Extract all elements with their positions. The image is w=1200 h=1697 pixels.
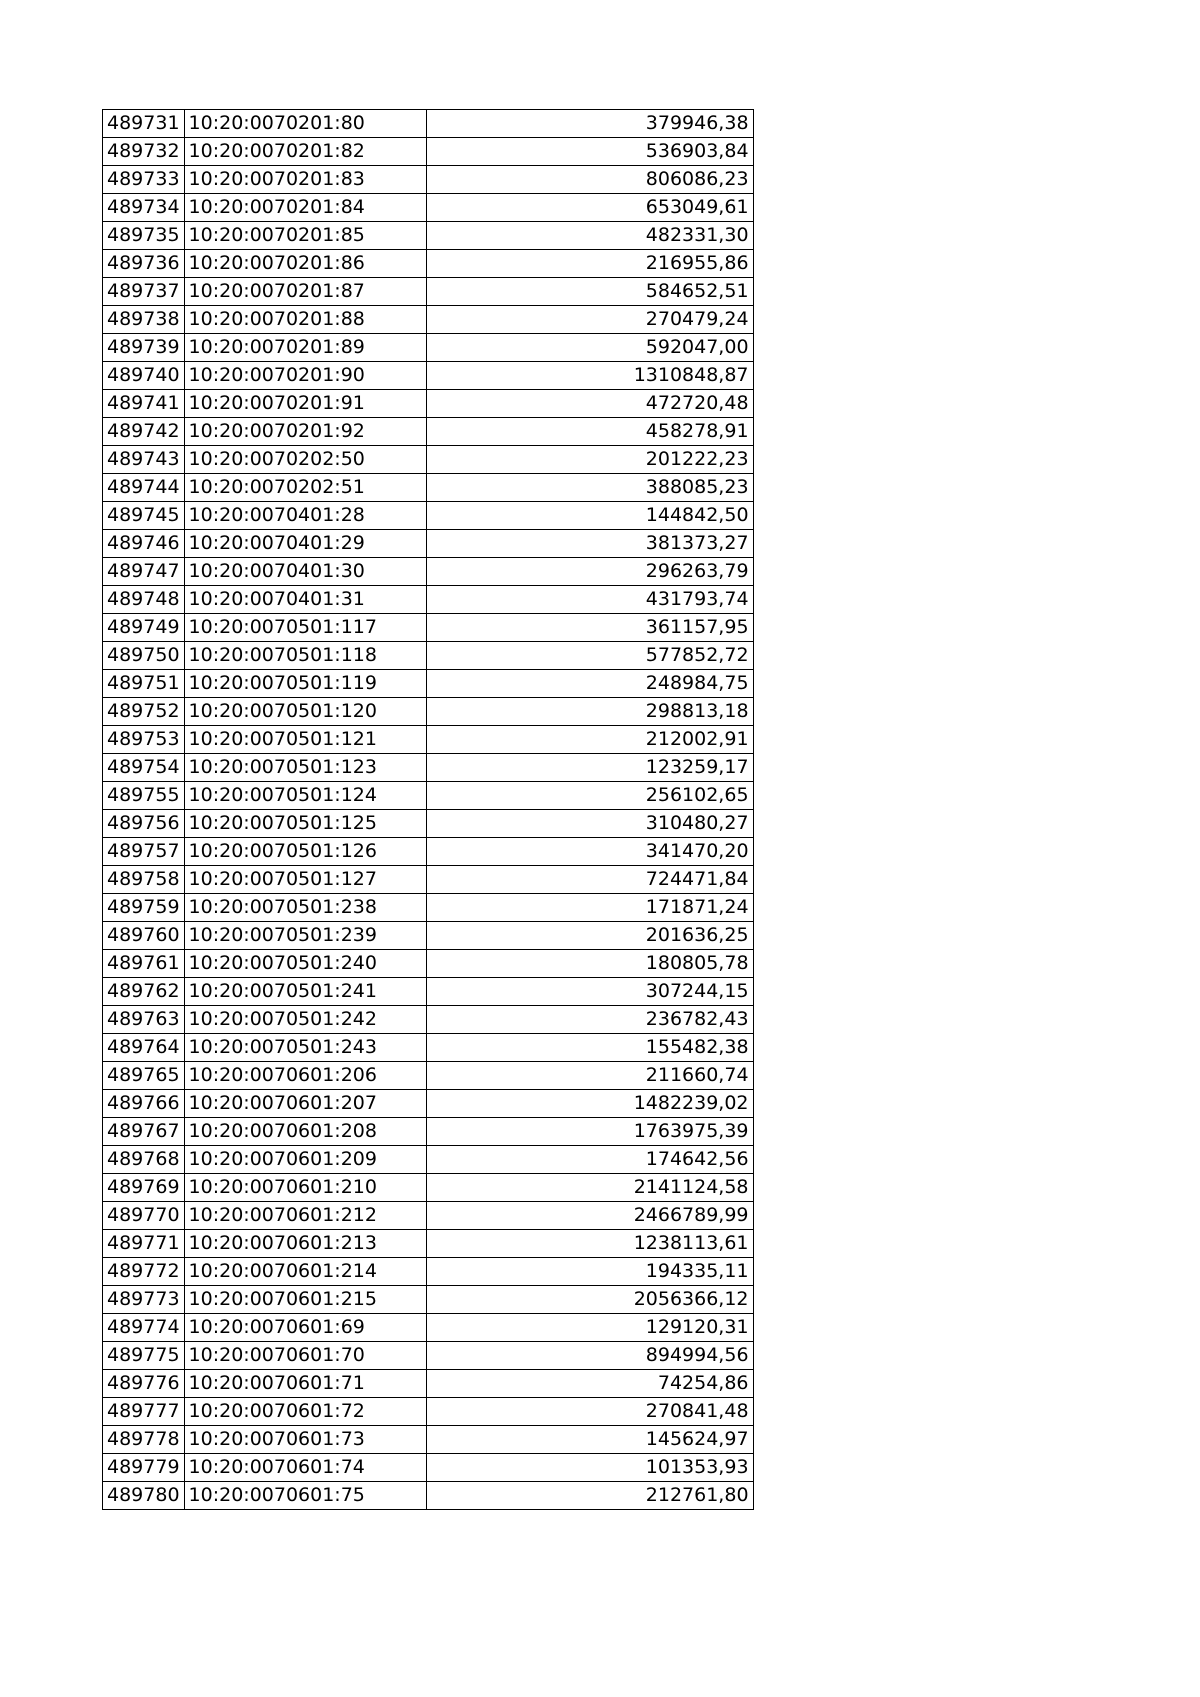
cadastral-number-cell: 10:20:0070601:71 [184, 1370, 426, 1398]
row-number-cell: 489780 [103, 1482, 185, 1510]
cadastral-number-cell: 10:20:0070201:91 [184, 390, 426, 418]
table-row [103, 1398, 754, 1426]
cadastral-number-cell: 10:20:0070601:73 [184, 1426, 426, 1454]
row-number-cell: 489750 [103, 642, 185, 670]
cadastral-value-cell: 123259,17 [426, 754, 753, 782]
table-row [103, 1314, 754, 1342]
row-number-cell: 489744 [103, 474, 185, 502]
table-row [103, 866, 754, 894]
cadastral-number-cell: 10:20:0070601:208 [184, 1118, 426, 1146]
cadastral-value-cell: 2466789,99 [426, 1202, 753, 1230]
cadastral-value-cell: 584652,51 [426, 278, 753, 306]
cadastral-value-cell: 248984,75 [426, 670, 753, 698]
row-number-cell: 489745 [103, 502, 185, 530]
cadastral-number-cell: 10:20:0070201:92 [184, 418, 426, 446]
row-number-cell: 489762 [103, 978, 185, 1006]
table-row [103, 1006, 754, 1034]
cadastral-value-cell: 194335,11 [426, 1258, 753, 1286]
row-number-cell: 489748 [103, 586, 185, 614]
cadastral-number-cell: 10:20:0070201:80 [184, 110, 426, 138]
cadastral-number-cell: 10:20:0070601:210 [184, 1174, 426, 1202]
row-number-cell: 489763 [103, 1006, 185, 1034]
table-row [103, 642, 754, 670]
row-number-cell: 489770 [103, 1202, 185, 1230]
row-number-cell: 489732 [103, 138, 185, 166]
table-row [103, 222, 754, 250]
cadastral-number-cell: 10:20:0070601:70 [184, 1342, 426, 1370]
row-number-cell: 489774 [103, 1314, 185, 1342]
row-number-cell: 489757 [103, 838, 185, 866]
cadastral-number-cell: 10:20:0070601:214 [184, 1258, 426, 1286]
cadastral-value-cell: 388085,23 [426, 474, 753, 502]
cadastral-number-cell: 10:20:0070601:75 [184, 1482, 426, 1510]
table-row [103, 922, 754, 950]
cadastral-number-cell: 10:20:0070501:243 [184, 1034, 426, 1062]
row-number-cell: 489767 [103, 1118, 185, 1146]
row-number-cell: 489779 [103, 1454, 185, 1482]
cadastral-value-cell: 171871,24 [426, 894, 753, 922]
table-row [103, 558, 754, 586]
cadastral-number-cell: 10:20:0070401:31 [184, 586, 426, 614]
table-row [103, 670, 754, 698]
cadastral-value-cell: 270479,24 [426, 306, 753, 334]
cadastral-value-cell: 298813,18 [426, 698, 753, 726]
cadastral-number-cell: 10:20:0070501:117 [184, 614, 426, 642]
table-row [103, 1146, 754, 1174]
cadastral-value-cell: 458278,91 [426, 418, 753, 446]
row-number-cell: 489746 [103, 530, 185, 558]
cadastral-value-cell: 201222,23 [426, 446, 753, 474]
table-row [103, 726, 754, 754]
row-number-cell: 489769 [103, 1174, 185, 1202]
cadastral-value-cell: 212002,91 [426, 726, 753, 754]
cadastral-value-cell: 361157,95 [426, 614, 753, 642]
table-row [103, 1454, 754, 1482]
row-number-cell: 489771 [103, 1230, 185, 1258]
cadastral-value-cell: 310480,27 [426, 810, 753, 838]
cadastral-value-cell: 806086,23 [426, 166, 753, 194]
cadastral-value-cell: 2141124,58 [426, 1174, 753, 1202]
cadastral-number-cell: 10:20:0070401:30 [184, 558, 426, 586]
row-number-cell: 489740 [103, 362, 185, 390]
table-row [103, 194, 754, 222]
table-row [103, 1034, 754, 1062]
cadastral-number-cell: 10:20:0070601:206 [184, 1062, 426, 1090]
table-row [103, 894, 754, 922]
cadastral-number-cell: 10:20:0070501:119 [184, 670, 426, 698]
cadastral-number-cell: 10:20:0070501:240 [184, 950, 426, 978]
row-number-cell: 489752 [103, 698, 185, 726]
cadastral-value-cell: 144842,50 [426, 502, 753, 530]
cadastral-number-cell: 10:20:0070601:212 [184, 1202, 426, 1230]
cadastral-value-cell: 201636,25 [426, 922, 753, 950]
table-row [103, 838, 754, 866]
cadastral-number-cell: 10:20:0070501:121 [184, 726, 426, 754]
row-number-cell: 489741 [103, 390, 185, 418]
cadastral-value-cell: 381373,27 [426, 530, 753, 558]
cadastral-value-cell: 2056366,12 [426, 1286, 753, 1314]
cadastral-value-cell: 1310848,87 [426, 362, 753, 390]
table-row [103, 1062, 754, 1090]
table-row [103, 1342, 754, 1370]
table-row [103, 1258, 754, 1286]
table-row [103, 530, 754, 558]
cadastral-value-cell: 1763975,39 [426, 1118, 753, 1146]
cadastral-number-cell: 10:20:0070201:86 [184, 250, 426, 278]
cadastral-value-cell: 307244,15 [426, 978, 753, 1006]
row-number-cell: 489760 [103, 922, 185, 950]
cadastral-value-cell: 296263,79 [426, 558, 753, 586]
cadastral-number-cell: 10:20:0070202:51 [184, 474, 426, 502]
table-row [103, 138, 754, 166]
cadastral-value-cell: 341470,20 [426, 838, 753, 866]
cadastral-number-cell: 10:20:0070201:82 [184, 138, 426, 166]
table-row [103, 1230, 754, 1258]
cadastral-number-cell: 10:20:0070201:89 [184, 334, 426, 362]
table-row [103, 810, 754, 838]
cadastral-value-cell: 431793,74 [426, 586, 753, 614]
cadastral-value-cell: 270841,48 [426, 1398, 753, 1426]
row-number-cell: 489761 [103, 950, 185, 978]
cadastral-value-cell: 101353,93 [426, 1454, 753, 1482]
row-number-cell: 489739 [103, 334, 185, 362]
cadastral-number-cell: 10:20:0070501:123 [184, 754, 426, 782]
cadastral-value-cell: 1482239,02 [426, 1090, 753, 1118]
cadastral-number-cell: 10:20:0070201:87 [184, 278, 426, 306]
row-number-cell: 489776 [103, 1370, 185, 1398]
cadastral-value-cell: 216955,86 [426, 250, 753, 278]
cadastral-value-cell: 174642,56 [426, 1146, 753, 1174]
cadastral-number-cell: 10:20:0070501:124 [184, 782, 426, 810]
row-number-cell: 489738 [103, 306, 185, 334]
cadastral-number-cell: 10:20:0070501:242 [184, 1006, 426, 1034]
row-number-cell: 489775 [103, 1342, 185, 1370]
cadastral-value-cell: 592047,00 [426, 334, 753, 362]
table-row [103, 1370, 754, 1398]
table-row [103, 250, 754, 278]
row-number-cell: 489764 [103, 1034, 185, 1062]
table-row [103, 362, 754, 390]
row-number-cell: 489747 [103, 558, 185, 586]
cadastral-value-cell: 145624,97 [426, 1426, 753, 1454]
cadastral-value-cell: 577852,72 [426, 642, 753, 670]
table-row [103, 1426, 754, 1454]
row-number-cell: 489756 [103, 810, 185, 838]
table-row [103, 166, 754, 194]
table-row [103, 978, 754, 1006]
table-row [103, 1482, 754, 1510]
row-number-cell: 489754 [103, 754, 185, 782]
table-row [103, 446, 754, 474]
row-number-cell: 489733 [103, 166, 185, 194]
cadastral-value-cell: 472720,48 [426, 390, 753, 418]
row-number-cell: 489768 [103, 1146, 185, 1174]
cadastral-value-cell: 155482,38 [426, 1034, 753, 1062]
cadastral-number-cell: 10:20:0070601:213 [184, 1230, 426, 1258]
row-number-cell: 489772 [103, 1258, 185, 1286]
cadastral-value-cell: 536903,84 [426, 138, 753, 166]
cadastral-value-cell: 653049,61 [426, 194, 753, 222]
cadastral-number-cell: 10:20:0070601:207 [184, 1090, 426, 1118]
row-number-cell: 489749 [103, 614, 185, 642]
table-row [103, 1286, 754, 1314]
row-number-cell: 489753 [103, 726, 185, 754]
table-row [103, 1174, 754, 1202]
row-number-cell: 489778 [103, 1426, 185, 1454]
table-body [103, 110, 754, 1510]
cadastral-number-cell: 10:20:0070501:126 [184, 838, 426, 866]
row-number-cell: 489751 [103, 670, 185, 698]
table-row [103, 950, 754, 978]
cadastral-value-cell: 212761,80 [426, 1482, 753, 1510]
row-number-cell: 489734 [103, 194, 185, 222]
table-row [103, 278, 754, 306]
row-number-cell: 489766 [103, 1090, 185, 1118]
cadastral-number-cell: 10:20:0070201:90 [184, 362, 426, 390]
cadastral-number-cell: 10:20:0070501:118 [184, 642, 426, 670]
table-row [103, 474, 754, 502]
cadastral-number-cell: 10:20:0070201:88 [184, 306, 426, 334]
table-row [103, 1118, 754, 1146]
row-number-cell: 489737 [103, 278, 185, 306]
cadastral-number-cell: 10:20:0070601:74 [184, 1454, 426, 1482]
cadastral-number-cell: 10:20:0070601:209 [184, 1146, 426, 1174]
table-row [103, 586, 754, 614]
row-number-cell: 489758 [103, 866, 185, 894]
cadastral-number-cell: 10:20:0070601:69 [184, 1314, 426, 1342]
row-number-cell: 489742 [103, 418, 185, 446]
cadastral-number-cell: 10:20:0070501:120 [184, 698, 426, 726]
cadastral-value-cell: 256102,65 [426, 782, 753, 810]
row-number-cell: 489759 [103, 894, 185, 922]
row-number-cell: 489735 [103, 222, 185, 250]
cadastral-number-cell: 10:20:0070501:125 [184, 810, 426, 838]
cadastral-value-cell: 180805,78 [426, 950, 753, 978]
row-number-cell: 489743 [103, 446, 185, 474]
table-row [103, 1090, 754, 1118]
cadastral-number-cell: 10:20:0070601:215 [184, 1286, 426, 1314]
cadastral-value-cell: 74254,86 [426, 1370, 753, 1398]
table-row [103, 418, 754, 446]
row-number-cell: 489755 [103, 782, 185, 810]
row-number-cell: 489765 [103, 1062, 185, 1090]
row-number-cell: 489777 [103, 1398, 185, 1426]
table-row [103, 782, 754, 810]
cadastral-number-cell: 10:20:0070201:84 [184, 194, 426, 222]
cadastral-number-cell: 10:20:0070401:28 [184, 502, 426, 530]
table-row [103, 390, 754, 418]
cadastral-value-cell: 482331,30 [426, 222, 753, 250]
table-row [103, 334, 754, 362]
cadastral-number-cell: 10:20:0070202:50 [184, 446, 426, 474]
cadastral-number-cell: 10:20:0070501:239 [184, 922, 426, 950]
table-row [103, 614, 754, 642]
cadastral-value-cell: 1238113,61 [426, 1230, 753, 1258]
cadastral-value-cell: 129120,31 [426, 1314, 753, 1342]
table-row [103, 502, 754, 530]
cadastral-value-cell: 894994,56 [426, 1342, 753, 1370]
table-row [103, 110, 754, 138]
table-row [103, 1202, 754, 1230]
cadastral-number-cell: 10:20:0070501:238 [184, 894, 426, 922]
row-number-cell: 489773 [103, 1286, 185, 1314]
cadastral-number-cell: 10:20:0070501:127 [184, 866, 426, 894]
cadastral-number-cell: 10:20:0070601:72 [184, 1398, 426, 1426]
cadastral-number-cell: 10:20:0070201:83 [184, 166, 426, 194]
cadastral-value-cell: 379946,38 [426, 110, 753, 138]
table-row [103, 306, 754, 334]
cadastral-number-cell: 10:20:0070501:241 [184, 978, 426, 1006]
cadastral-value-cell: 236782,43 [426, 1006, 753, 1034]
cadastral-value-cell: 724471,84 [426, 866, 753, 894]
cadastral-number-cell: 10:20:0070201:85 [184, 222, 426, 250]
cadastral-value-table [102, 109, 754, 1510]
cadastral-number-cell: 10:20:0070401:29 [184, 530, 426, 558]
row-number-cell: 489731 [103, 110, 185, 138]
table-row [103, 754, 754, 782]
cadastral-value-cell: 211660,74 [426, 1062, 753, 1090]
row-number-cell: 489736 [103, 250, 185, 278]
table-row [103, 698, 754, 726]
